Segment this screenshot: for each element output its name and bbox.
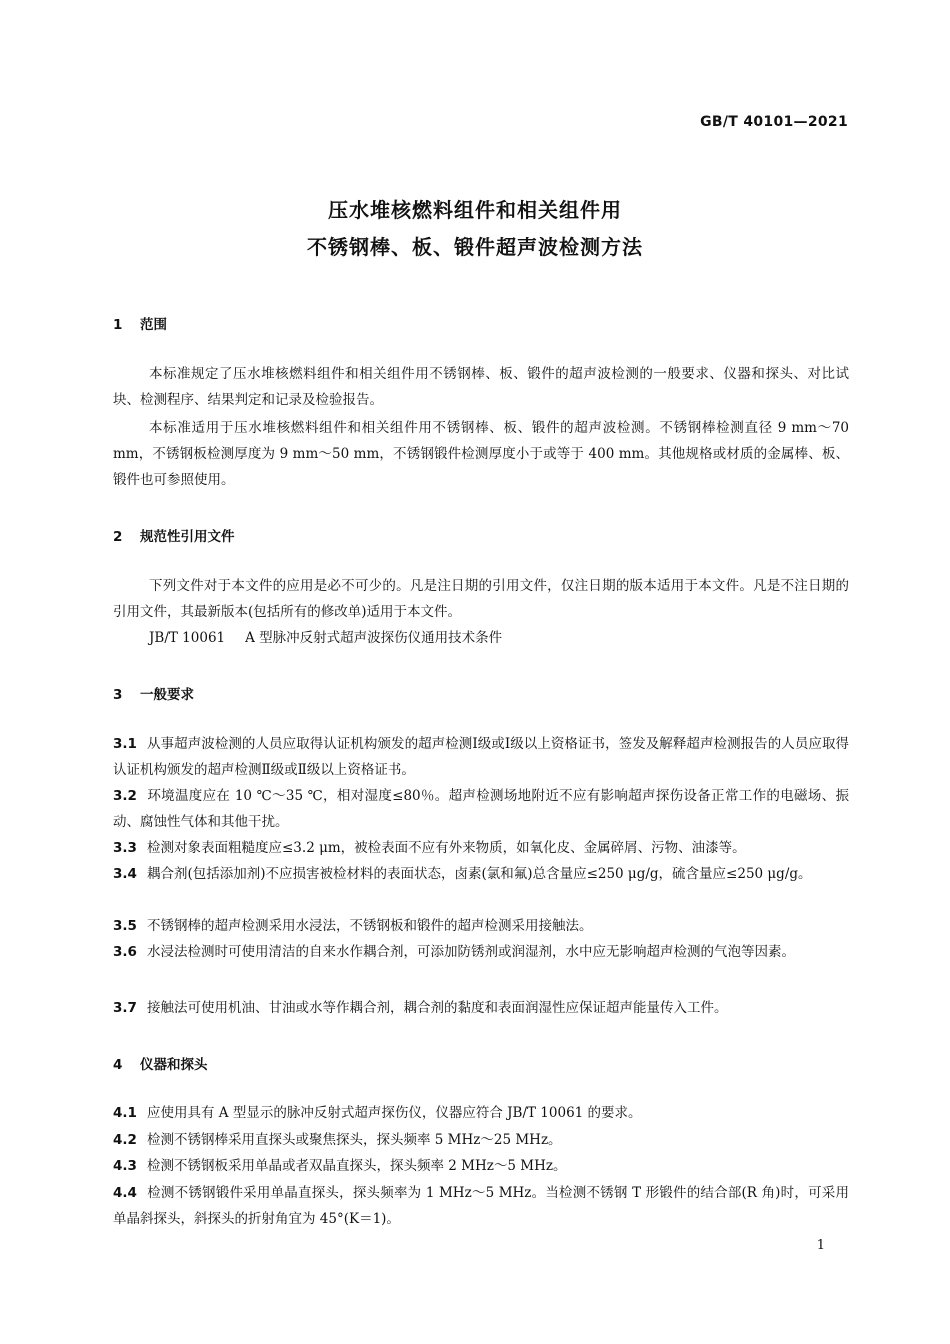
section-2-heading	[113, 525, 235, 545]
clause-text: 应使用具有 A 型显示的脉冲反射式超声探伤仪，仪器应符合 JB/T 10061 的要求。	[147, 1105, 642, 1121]
section-4-heading	[113, 1053, 208, 1073]
clause-item	[113, 1153, 849, 1179]
clause-text: 水浸法检测时可使用清洁的自来水作耦合剂，可添加防锈剂或润湿剂，水中应无影响超声检测的气泡等因素。	[147, 944, 795, 960]
clause-text: 耦合剂(包括添加剂)不应损害被检材料的表面状态，卤素(氯和氟)总含量应≤250 μg/g，硫含量应≤250 μg/g。	[147, 866, 812, 882]
clause-item	[113, 835, 849, 861]
clause-text: 环境温度应在 10 ℃～35 ℃，相对湿度≤80％。超声检测场地附近不应有影响超声探伤设备正常工作的电磁场、振动、腐蚀性气体和其他干扰。	[113, 788, 849, 830]
clause-item	[113, 731, 849, 783]
clause-item	[113, 1127, 849, 1153]
clause-number: 3.4	[113, 866, 137, 882]
section-number: 1	[113, 317, 123, 333]
section-title: 仪器和探头	[140, 1057, 208, 1073]
section-number: 2	[113, 529, 123, 545]
page-number: 1	[816, 1238, 825, 1253]
clause-text: 接触法可使用机油、甘油或水等作耦合剂，耦合剂的黏度和表面润湿性应保证超声能量传入工件。	[147, 1000, 728, 1016]
section-3-heading	[113, 683, 194, 703]
reference-code: JB/T 10061	[149, 630, 226, 646]
clause-text: 检测不锈钢板采用单晶或者双晶直探头，探头频率 2 MHz～5 MHz。	[147, 1158, 567, 1174]
clause-item	[113, 913, 849, 939]
clause-number: 4.4	[113, 1185, 137, 1201]
clause-text: 检测不锈钢棒采用直探头或聚焦探头，探头频率 5 MHz～25 MHz。	[147, 1132, 562, 1148]
clause-item	[113, 861, 849, 887]
paragraph: 本标准适用于压水堆核燃料组件和相关组件用不锈钢棒、板、锻件的超声波检测。不锈钢棒检测直径 9 mm～70 mm，不锈钢板检测厚度为 9 mm～50 mm，不锈钢锻件检测厚度小于或等于 400 mm。其他规格或材质的金属棒、板、锻件也可参照使用。	[113, 420, 849, 488]
clause-item	[113, 783, 849, 835]
title-line-1: 压水堆核燃料组件和相关组件用	[328, 198, 622, 222]
normative-reference	[149, 625, 502, 651]
standard-code: GB/T 40101—2021	[700, 114, 848, 130]
title-line-2: 不锈钢棒、板、锻件超声波检测方法	[307, 235, 643, 259]
section-number: 4	[113, 1057, 123, 1073]
clause-item	[113, 939, 849, 965]
clause-number: 3.3	[113, 840, 137, 856]
reference-title: A 型脉冲反射式超声波探伤仪通用技术条件	[245, 630, 503, 646]
section-title: 一般要求	[140, 687, 194, 703]
paragraph: 下列文件对于本文件的应用是必不可少的。凡是注日期的引用文件，仅注日期的版本适用于本文件。凡是不注日期的引用文件，其最新版本(包括所有的修改单)适用于本文件。	[113, 578, 849, 620]
clause-number: 4.1	[113, 1105, 137, 1121]
clause-number: 3.1	[113, 736, 137, 752]
clause-text: 检测不锈钢锻件采用单晶直探头，探头频率为 1 MHz～5 MHz。当检测不锈钢 T 形锻件的结合部(R 角)时，可采用单晶斜探头，斜探头的折射角宜为 45°(K＝1)。	[113, 1185, 849, 1227]
paragraph: 本标准规定了压水堆核燃料组件和相关组件用不锈钢棒、板、锻件的超声波检测的一般要求、仪器和探头、对比试块、检测程序、结果判定和记录及检验报告。	[113, 366, 849, 408]
clause-text: 检测对象表面粗糙度应≤3.2 μm，被检表面不应有外来物质，如氧化皮、金属碎屑、污物、油漆等。	[147, 840, 746, 856]
section-title: 范围	[140, 317, 167, 333]
section-number: 3	[113, 687, 123, 703]
clause-item	[113, 1180, 849, 1232]
clause-text: 从事超声波检测的人员应取得认证机构颁发的超声检测Ⅰ级或Ⅰ级以上资格证书，签发及解释超声检测报告的人员应取得认证机构颁发的超声检测Ⅱ级或Ⅱ级以上资格证书。	[113, 736, 849, 778]
document-title	[0, 192, 950, 266]
clause-number: 3.5	[113, 918, 137, 934]
clause-number: 4.2	[113, 1132, 137, 1148]
section-1-heading	[113, 313, 167, 333]
clause-number: 4.3	[113, 1158, 137, 1174]
clause-item	[113, 995, 849, 1021]
clause-number: 3.7	[113, 1000, 137, 1016]
clause-number: 3.2	[113, 788, 137, 804]
clause-item	[113, 1100, 849, 1126]
clause-text: 不锈钢棒的超声检测采用水浸法，不锈钢板和锻件的超声检测采用接触法。	[147, 918, 593, 934]
section-title: 规范性引用文件	[140, 529, 235, 545]
clause-number: 3.6	[113, 944, 137, 960]
